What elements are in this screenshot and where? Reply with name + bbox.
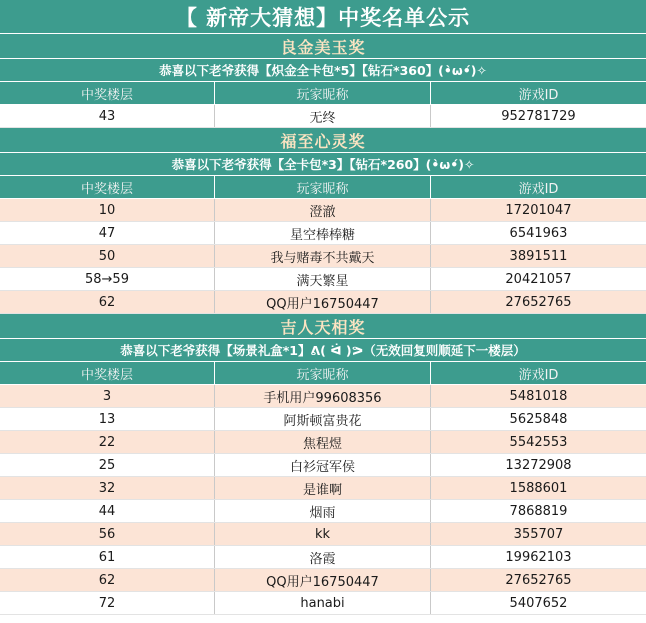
table-row — [0, 222, 646, 245]
column-header: 游戏ID — [518, 87, 559, 103]
table-row — [0, 385, 646, 408]
floor-cell: 50 — [0, 245, 215, 267]
table-row — [0, 500, 646, 523]
table-header — [0, 362, 646, 385]
game-id-cell: 5542553 — [509, 434, 568, 450]
game-id-cell: 5481018 — [509, 388, 568, 404]
table-row — [0, 592, 646, 615]
column-header: 玩家昵称 — [215, 176, 431, 198]
floor-cell: 62 — [0, 569, 215, 591]
game-id-cell: 1588601 — [509, 480, 568, 496]
floor-cell: 44 — [0, 500, 215, 522]
floor-cell: 32 — [0, 477, 215, 499]
column-header: 中奖楼层 — [0, 82, 215, 104]
prize-title: 良金美玉奖 — [0, 34, 646, 59]
game-id-cell: 27652765 — [505, 572, 572, 588]
nickname-cell: hanabi — [215, 592, 431, 614]
game-id-cell: 5407652 — [509, 595, 568, 611]
floor-cell: 43 — [0, 105, 215, 127]
table-row — [0, 268, 646, 291]
floor-cell: 56 — [0, 523, 215, 545]
nickname-cell: 阿斯顿富贵花 — [215, 408, 431, 430]
nickname-cell: 焦程煜 — [215, 431, 431, 453]
nickname-cell: 我与赌毒不共戴天 — [215, 245, 431, 267]
nickname-cell: 白衫冠军侯 — [215, 454, 431, 476]
table-row — [0, 291, 646, 314]
game-id-cell: 17201047 — [505, 202, 572, 218]
game-id-cell: 952781729 — [501, 108, 576, 124]
prize-notice: 恭喜以下老爷获得【炽金全卡包*5】【钻石*360】(•̀ω•́)✧ — [0, 59, 646, 82]
nickname-cell: 洛霞 — [215, 546, 431, 568]
nickname-cell: QQ用户16750447 — [215, 569, 431, 591]
game-id-cell: 3891511 — [509, 248, 568, 264]
floor-cell: 22 — [0, 431, 215, 453]
nickname-cell: 满天繁星 — [215, 268, 431, 290]
table-row — [0, 408, 646, 431]
prize-title: 福至心灵奖 — [0, 128, 646, 153]
nickname-cell: QQ用户16750447 — [215, 291, 431, 313]
table-header — [0, 82, 646, 105]
prize-title: 吉人天相奖 — [0, 314, 646, 339]
table-header — [0, 176, 646, 199]
table-row — [0, 245, 646, 268]
nickname-cell: 烟雨 — [215, 500, 431, 522]
nickname-cell: 星空棒棒糖 — [215, 222, 431, 244]
column-header: 中奖楼层 — [0, 176, 215, 198]
column-header: 游戏ID — [518, 181, 559, 197]
game-id-cell: 20421057 — [505, 271, 572, 287]
table-row — [0, 105, 646, 128]
table-row — [0, 569, 646, 592]
table-row — [0, 431, 646, 454]
game-id-cell: 7868819 — [509, 503, 568, 519]
table-row — [0, 477, 646, 500]
column-header: 玩家昵称 — [215, 82, 431, 104]
floor-cell: 3 — [0, 385, 215, 407]
page-title: 【 新帝大猜想】中奖名单公示 — [0, 0, 646, 34]
table-row — [0, 523, 646, 546]
column-header: 游戏ID — [518, 367, 559, 383]
nickname-cell: kk — [215, 523, 431, 545]
floor-cell: 61 — [0, 546, 215, 568]
column-header: 玩家昵称 — [215, 362, 431, 384]
game-id-cell: 13272908 — [505, 457, 572, 473]
nickname-cell: 是谁啊 — [215, 477, 431, 499]
game-id-cell: 355707 — [513, 526, 564, 542]
nickname-cell: 无终 — [215, 105, 431, 127]
table-row — [0, 199, 646, 222]
game-id-cell: 19962103 — [505, 549, 572, 565]
floor-cell: 58→59 — [0, 268, 215, 290]
floor-cell: 13 — [0, 408, 215, 430]
prize-notice: 恭喜以下老爷获得【场景礼盒*1】ᕕ( ᐛ )ᕗ（无效回复则顺延下一楼层） — [0, 339, 646, 362]
game-id-cell: 6541963 — [509, 225, 568, 241]
prize-notice: 恭喜以下老爷获得【全卡包*3】【钻石*260】(•̀ω•́)✧ — [0, 153, 646, 176]
floor-cell: 72 — [0, 592, 215, 614]
table-row — [0, 454, 646, 477]
nickname-cell: 手机用户99608356 — [215, 385, 431, 407]
floor-cell: 47 — [0, 222, 215, 244]
game-id-cell: 5625848 — [509, 411, 568, 427]
nickname-cell: 澄澈 — [215, 199, 431, 221]
floor-cell: 62 — [0, 291, 215, 313]
column-header: 中奖楼层 — [0, 362, 215, 384]
game-id-cell: 27652765 — [505, 294, 572, 310]
floor-cell: 10 — [0, 199, 215, 221]
floor-cell: 25 — [0, 454, 215, 476]
table-row — [0, 546, 646, 569]
